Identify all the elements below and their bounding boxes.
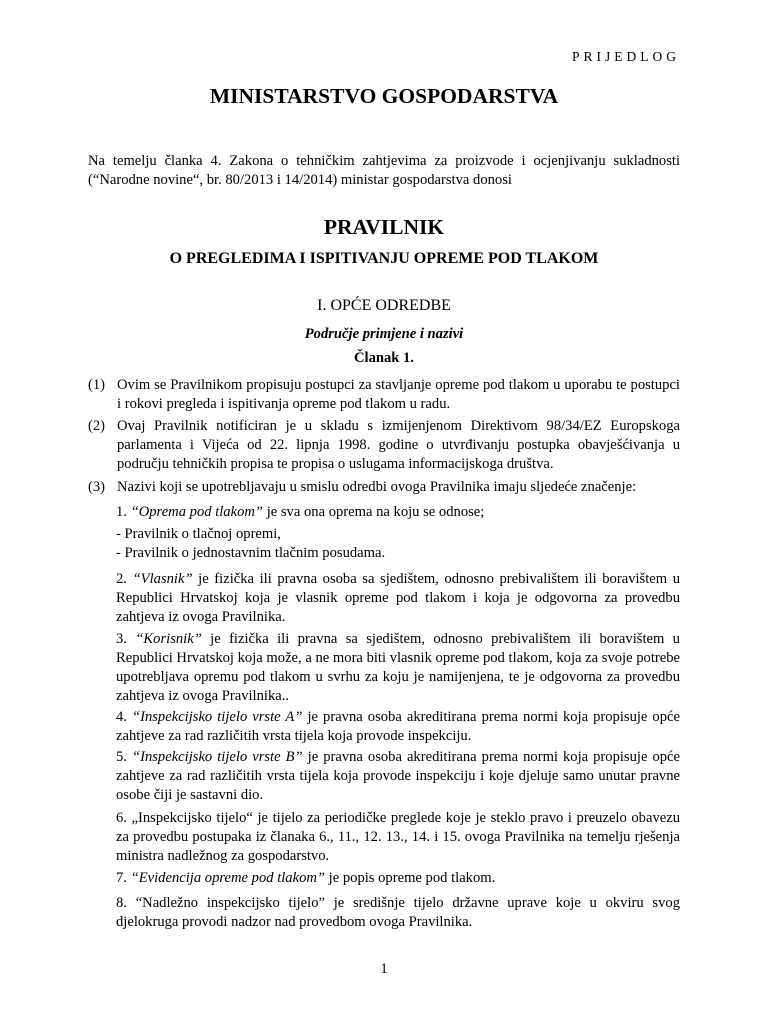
definition-text: „Inspekcijsko tijelo“ je tijelo za periodičke preglede koje je steklo pravo i preuzelo obavezu za provedbu postupaka iz članaka 6., 11., 12. 13., 14. i 15. ovoga Pravilnika na temelju rješenja ministra nadležnog za gospodarstvo. bbox=[116, 810, 680, 864]
section-heading: I. OPĆE ODREDBE bbox=[317, 297, 451, 314]
definition-number: 4. bbox=[116, 709, 127, 725]
definition-text: je sva ona oprema na koju se odnose; bbox=[263, 504, 485, 520]
definition-term: “Inspekcijsko tijelo vrste A” bbox=[131, 709, 303, 725]
paragraph-text: Ovaj Pravilnik notificiran je u skladu s izmijenjenom Direktivom 98/34/EZ Europskoga parlamenta i Vijeća od 22. lipnja 1998. godine o utvrđivanju postupka obavješćivanja u području tehničkih propisa te propisa o uslugama informacijskoga društva. bbox=[117, 418, 680, 472]
definition-6 bbox=[116, 809, 680, 866]
paragraph-number: (1) bbox=[88, 377, 106, 393]
dash-item-2: - Pravilnik o jednostavnim tlačnim posudama. bbox=[116, 545, 386, 561]
definition-text: je fizička ili pravna sa sjedištem, odnosno prebivalištem ili boravištem u Republici Hrvatskoj koja može, a ne mora biti vlasnik opreme pod tlakom, koja za svoje potrebe upotrebljava opremu pod tlakom u svrhu za koju je namijenjena, te je odgovorna za provedbu zahtjeva iz ovoga Pravilnika.. bbox=[116, 631, 680, 704]
intro-text: Na temelju članka 4. Zakona o tehničkim zahtjevima za proizvode i ocjenjivanju sukladnosti (“Narodne novine“, br. 80/2013 i 14/2014) ministar gospodarstva donosi bbox=[88, 153, 680, 188]
definition-2 bbox=[116, 570, 680, 627]
dash-item-1: - Pravilnik o tlačnoj opremi, bbox=[116, 526, 281, 542]
paragraph-2 bbox=[88, 417, 680, 474]
definition-7 bbox=[116, 869, 680, 888]
paragraph-3 bbox=[88, 478, 680, 497]
definition-3 bbox=[116, 630, 680, 706]
definition-text: je popis opreme pod tlakom. bbox=[325, 870, 496, 886]
definition-8 bbox=[116, 894, 680, 932]
definition-number: 1. bbox=[116, 504, 127, 520]
definition-4 bbox=[116, 708, 680, 746]
page-number: 1 bbox=[380, 961, 388, 977]
definition-term: “Korisnik” bbox=[135, 631, 202, 647]
definition-number: 2. bbox=[116, 571, 127, 587]
document-title: PRAVILNIK bbox=[323, 215, 445, 239]
definition-term: “Inspekcijsko tijelo vrste B” bbox=[131, 749, 303, 765]
document-label: PRIJEDLOG bbox=[571, 49, 680, 64]
definition-term: “Evidencija opreme pod tlakom” bbox=[130, 870, 326, 886]
definition-term: “Vlasnik” bbox=[132, 571, 193, 587]
paragraph-1 bbox=[88, 376, 680, 414]
scope-heading: Područje primjene i nazivi bbox=[304, 326, 464, 342]
paragraph-number: (2) bbox=[88, 418, 106, 434]
definition-number: 8. bbox=[116, 895, 127, 911]
definition-number: 3. bbox=[116, 631, 127, 647]
paragraph-text: Nazivi koji se upotrebljavaju u smislu odredbi ovoga Pravilnika imaju sljedeće značenje: bbox=[117, 479, 637, 495]
definition-text: je pravna osoba akreditirana prema normi koja propisuje opće zahtjeve za rad različitih vrsta tijela koja provode inspekciju. bbox=[116, 709, 680, 744]
definition-text: je fizička ili pravna osoba sa sjedištem, odnosno prebivalištem ili boravištem u Republici Hrvatskoj koja je vlasnik opreme pod tlakom i koja je odgovorna za provedbu zahtjeva iz ovoga Pravilnika. bbox=[116, 571, 681, 625]
paragraph-number: (3) bbox=[88, 479, 106, 495]
definition-term: “Oprema pod tlakom” bbox=[130, 504, 264, 520]
definition-text: je pravna osoba akreditirana prema normi koja propisuje opće zahtjeve za rad različitih vrsta tijela koja provode inspekciju i koje djeluje samo unutar pravne osobe čiji je sastavni dio. bbox=[116, 749, 680, 803]
ministry-heading: MINISTARSTVO GOSPODARSTVA bbox=[209, 84, 559, 108]
definition-number: 6. bbox=[116, 810, 127, 826]
document-subtitle: O PREGLEDIMA I ISPITIVANJU OPREME POD TLAKOM bbox=[169, 250, 599, 267]
paragraph-text: Ovim se Pravilnikom propisuju postupci za stavljanje opreme pod tlakom u uporabu te postupci i rokovi pregleda i ispitivanja opreme pod tlakom u radu. bbox=[117, 377, 680, 412]
definition-5 bbox=[116, 748, 680, 805]
article-heading: Članak 1. bbox=[353, 350, 414, 366]
definition-text: “Nadležno inspekcijsko tijelo” je središnje tijelo državne uprave koje u okviru svog djelokruga provodi nadzor nad provedbom ovoga Pravilnika. bbox=[116, 895, 680, 930]
definition-1 bbox=[116, 503, 680, 522]
definition-number: 7. bbox=[116, 870, 127, 886]
definition-number: 5. bbox=[116, 749, 127, 765]
